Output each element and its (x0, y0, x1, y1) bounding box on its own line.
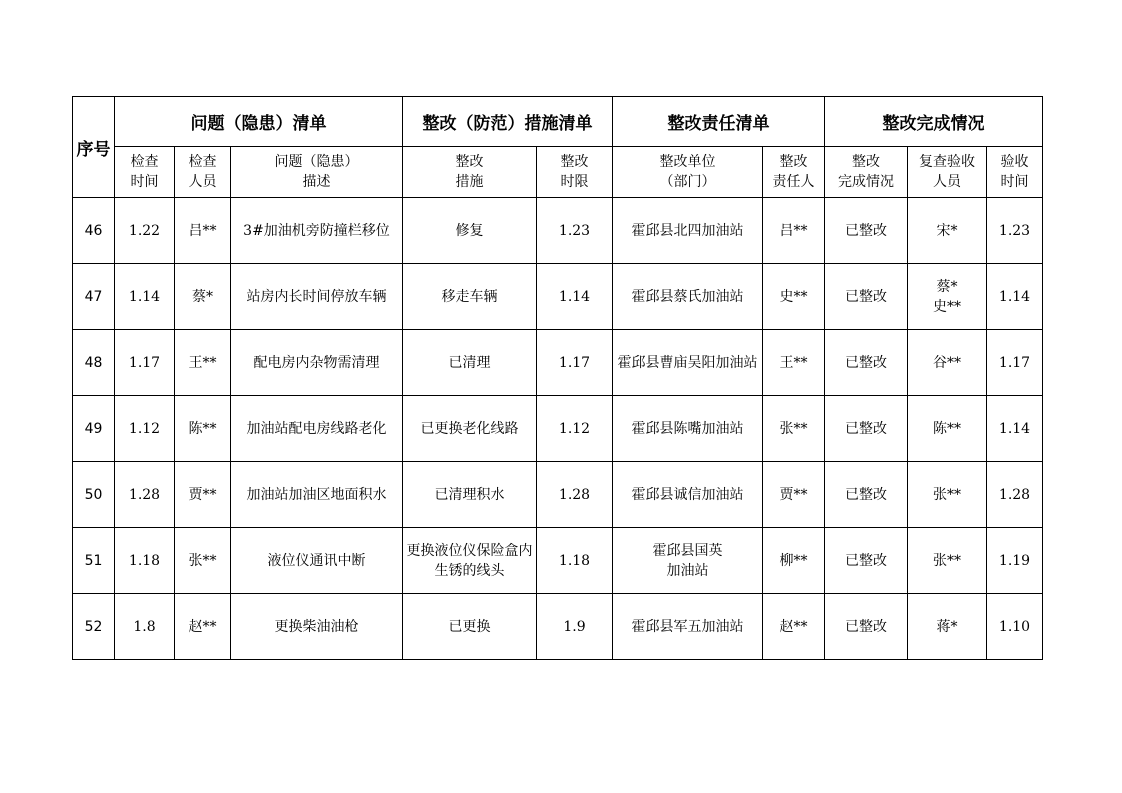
status-cell: 已整改 (825, 528, 908, 594)
responsibility-list-header: 整改责任清单 (613, 97, 825, 147)
unit-cell: 霍邱县北四加油站 (613, 198, 763, 264)
deadline-cell: 1.9 (537, 594, 613, 660)
measure-cell: 更换液位仪保险盒内生锈的线头 (403, 528, 537, 594)
seq-cell: 52 (73, 594, 115, 660)
seq-header: 序号 (73, 97, 115, 198)
check-time-header: 检查 时间 (115, 147, 175, 198)
accept-time-cell: 1.23 (987, 198, 1043, 264)
responsible-cell: 赵** (763, 594, 825, 660)
reviewer-cell: 张** (908, 462, 987, 528)
deadline-cell: 1.14 (537, 264, 613, 330)
seq-cell: 50 (73, 462, 115, 528)
group-header-row (73, 97, 1043, 147)
seq-cell: 51 (73, 528, 115, 594)
measure-cell: 已清理 (403, 330, 537, 396)
table-row (73, 528, 1043, 594)
description-cell: 站房内长时间停放车辆 (231, 264, 403, 330)
accept-time-cell: 1.19 (987, 528, 1043, 594)
table-row (73, 330, 1043, 396)
table-row (73, 462, 1043, 528)
table-row (73, 396, 1043, 462)
check-time-cell: 1.22 (115, 198, 175, 264)
deadline-cell: 1.12 (537, 396, 613, 462)
completion-header: 整改完成情况 (825, 97, 1043, 147)
status-header: 整改 完成情况 (825, 147, 908, 198)
accept-time-cell: 1.14 (987, 264, 1043, 330)
description-cell: 加油站配电房线路老化 (231, 396, 403, 462)
inspector-cell: 贾** (175, 462, 231, 528)
responsible-cell: 柳** (763, 528, 825, 594)
measure-header: 整改 措施 (403, 147, 537, 198)
description-cell: 液位仪通讯中断 (231, 528, 403, 594)
description-header: 问题（隐患） 描述 (231, 147, 403, 198)
unit-cell: 霍邱县国英 加油站 (613, 528, 763, 594)
table-row (73, 264, 1043, 330)
measure-cell: 已更换老化线路 (403, 396, 537, 462)
unit-cell: 霍邱县诚信加油站 (613, 462, 763, 528)
rectification-table (72, 96, 1043, 660)
description-cell: 3#加油机旁防撞栏移位 (231, 198, 403, 264)
responsible-header: 整改 责任人 (763, 147, 825, 198)
reviewer-cell: 谷** (908, 330, 987, 396)
responsible-cell: 史** (763, 264, 825, 330)
inspector-cell: 吕** (175, 198, 231, 264)
inspector-cell: 张** (175, 528, 231, 594)
seq-cell: 49 (73, 396, 115, 462)
reviewer-cell: 陈** (908, 396, 987, 462)
deadline-cell: 1.18 (537, 528, 613, 594)
accept-time-header: 验收 时间 (987, 147, 1043, 198)
accept-time-cell: 1.14 (987, 396, 1043, 462)
status-cell: 已整改 (825, 462, 908, 528)
status-cell: 已整改 (825, 330, 908, 396)
deadline-cell: 1.28 (537, 462, 613, 528)
measure-cell: 已清理积水 (403, 462, 537, 528)
seq-cell: 48 (73, 330, 115, 396)
seq-cell: 47 (73, 264, 115, 330)
description-cell: 加油站加油区地面积水 (231, 462, 403, 528)
table-row (73, 198, 1043, 264)
status-cell: 已整改 (825, 198, 908, 264)
reviewer-cell: 蒋* (908, 594, 987, 660)
check-time-cell: 1.18 (115, 528, 175, 594)
inspector-cell: 蔡* (175, 264, 231, 330)
check-time-cell: 1.8 (115, 594, 175, 660)
check-time-cell: 1.17 (115, 330, 175, 396)
measure-cell: 移走车辆 (403, 264, 537, 330)
unit-cell: 霍邱县蔡氏加油站 (613, 264, 763, 330)
check-time-cell: 1.28 (115, 462, 175, 528)
responsible-cell: 张** (763, 396, 825, 462)
status-cell: 已整改 (825, 594, 908, 660)
deadline-cell: 1.17 (537, 330, 613, 396)
unit-cell: 霍邱县陈嘴加油站 (613, 396, 763, 462)
status-cell: 已整改 (825, 396, 908, 462)
deadline-header: 整改 时限 (537, 147, 613, 198)
responsible-cell: 贾** (763, 462, 825, 528)
unit-cell: 霍邱县曹庙吴阳加油站 (613, 330, 763, 396)
accept-time-cell: 1.10 (987, 594, 1043, 660)
unit-cell: 霍邱县军五加油站 (613, 594, 763, 660)
table-row (73, 594, 1043, 660)
description-cell: 更换柴油油枪 (231, 594, 403, 660)
inspector-cell: 王** (175, 330, 231, 396)
accept-time-cell: 1.17 (987, 330, 1043, 396)
unit-header: 整改单位 （部门） (613, 147, 763, 198)
status-cell: 已整改 (825, 264, 908, 330)
inspector-header: 检查 人员 (175, 147, 231, 198)
check-time-cell: 1.14 (115, 264, 175, 330)
column-header-row (73, 147, 1043, 198)
description-cell: 配电房内杂物需清理 (231, 330, 403, 396)
responsible-cell: 王** (763, 330, 825, 396)
problem-list-header: 问题（隐患）清单 (115, 97, 403, 147)
deadline-cell: 1.23 (537, 198, 613, 264)
measure-cell: 已更换 (403, 594, 537, 660)
responsible-cell: 吕** (763, 198, 825, 264)
inspector-cell: 赵** (175, 594, 231, 660)
inspector-cell: 陈** (175, 396, 231, 462)
accept-time-cell: 1.28 (987, 462, 1043, 528)
reviewer-header: 复查验收 人员 (908, 147, 987, 198)
reviewer-cell: 宋* (908, 198, 987, 264)
measure-list-header: 整改（防范）措施清单 (403, 97, 613, 147)
measure-cell: 修复 (403, 198, 537, 264)
check-time-cell: 1.12 (115, 396, 175, 462)
reviewer-cell: 蔡* 史** (908, 264, 987, 330)
reviewer-cell: 张** (908, 528, 987, 594)
seq-cell: 46 (73, 198, 115, 264)
